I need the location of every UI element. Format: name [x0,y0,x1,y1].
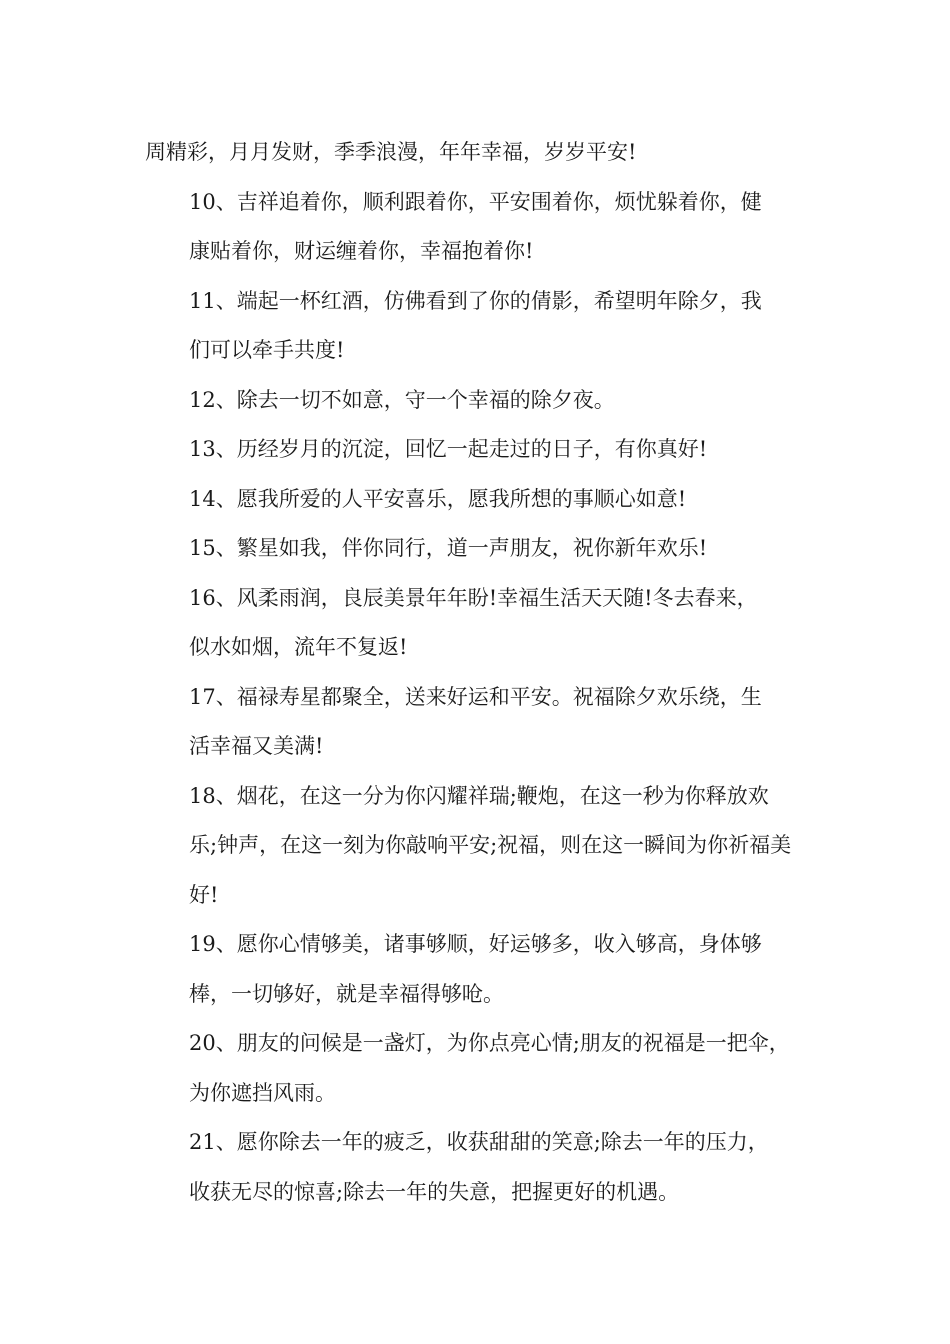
text-line: 17、福禄寿星都聚全，送来好运和平安。祝福除夕欢乐绕，生 [189,684,762,709]
text-line: 16、风柔雨润，良辰美景年年盼!幸福生活天天随!冬去春来， [189,585,758,610]
text-line: 20、朋友的问候是一盏灯，为你点亮心情;朋友的祝福是一把伞， [189,1031,790,1055]
text-line: 活幸福又美满! [189,734,324,758]
text-line: 15、繁星如我，伴你同行，道一声朋友，祝你新年欢乐! [189,536,708,560]
text-line: 21、愿你除去一年的疲乏，收获甜甜的笑意;除去一年的压力， [189,1130,769,1154]
wish-paragraph [145,475,813,525]
text-line: 19、愿你心情够美，诸事够顺，好运够多，收入够高，身体够 [189,932,762,956]
text-line: 们可以牵手共度! [189,338,345,362]
text-line: 乐;钟声，在这一刻为你敲响平安;祝福，则在这一瞬间为你祈福美 [189,833,792,857]
document-body [145,128,813,1217]
wish-paragraph [145,920,813,1019]
text-line: 18、烟花，在这一分为你闪耀祥瑞;鞭炮，在这一秒为你释放欢 [189,783,769,808]
wish-paragraph [145,574,813,673]
text-line: 12、除去一切不如意，守一个幸福的除夕夜。 [189,387,615,412]
text-line: 康贴着你，财运缠着你，幸福抱着你! [189,239,534,263]
wish-paragraph [145,425,813,475]
text-line: 10、吉祥追着你，顺利跟着你，平安围着你，烦忧躲着你，健 [189,189,762,214]
text-line: 似水如烟，流年不复返! [189,635,408,659]
wish-paragraph [145,1118,813,1217]
wish-paragraph [145,524,813,574]
wish-paragraph [145,772,813,921]
continued-paragraph [145,128,813,178]
wish-paragraph [145,178,813,277]
wish-paragraph [145,277,813,376]
text-line: 为你遮挡风雨。 [189,1080,336,1105]
wish-paragraph [145,376,813,426]
text-line: 11、端起一杯红酒，仿佛看到了你的倩影，希望明年除夕，我 [189,288,762,313]
wish-paragraph [145,673,813,772]
text-line: 好! [189,882,219,907]
text-line: 13、历经岁月的沉淀，回忆一起走过的日子，有你真好! [189,437,708,461]
text-line: 周精彩，月月发财，季季浪漫，年年幸福，岁岁平安! [145,140,637,164]
text-line: 棒，一切够好，就是幸福得够呛。 [189,981,504,1006]
text-line: 收获无尽的惊喜;除去一年的失意，把握更好的机遇。 [189,1179,680,1204]
wish-paragraph [145,1019,813,1118]
text-line: 14、愿我所爱的人平安喜乐，愿我所想的事顺心如意! [189,486,687,511]
